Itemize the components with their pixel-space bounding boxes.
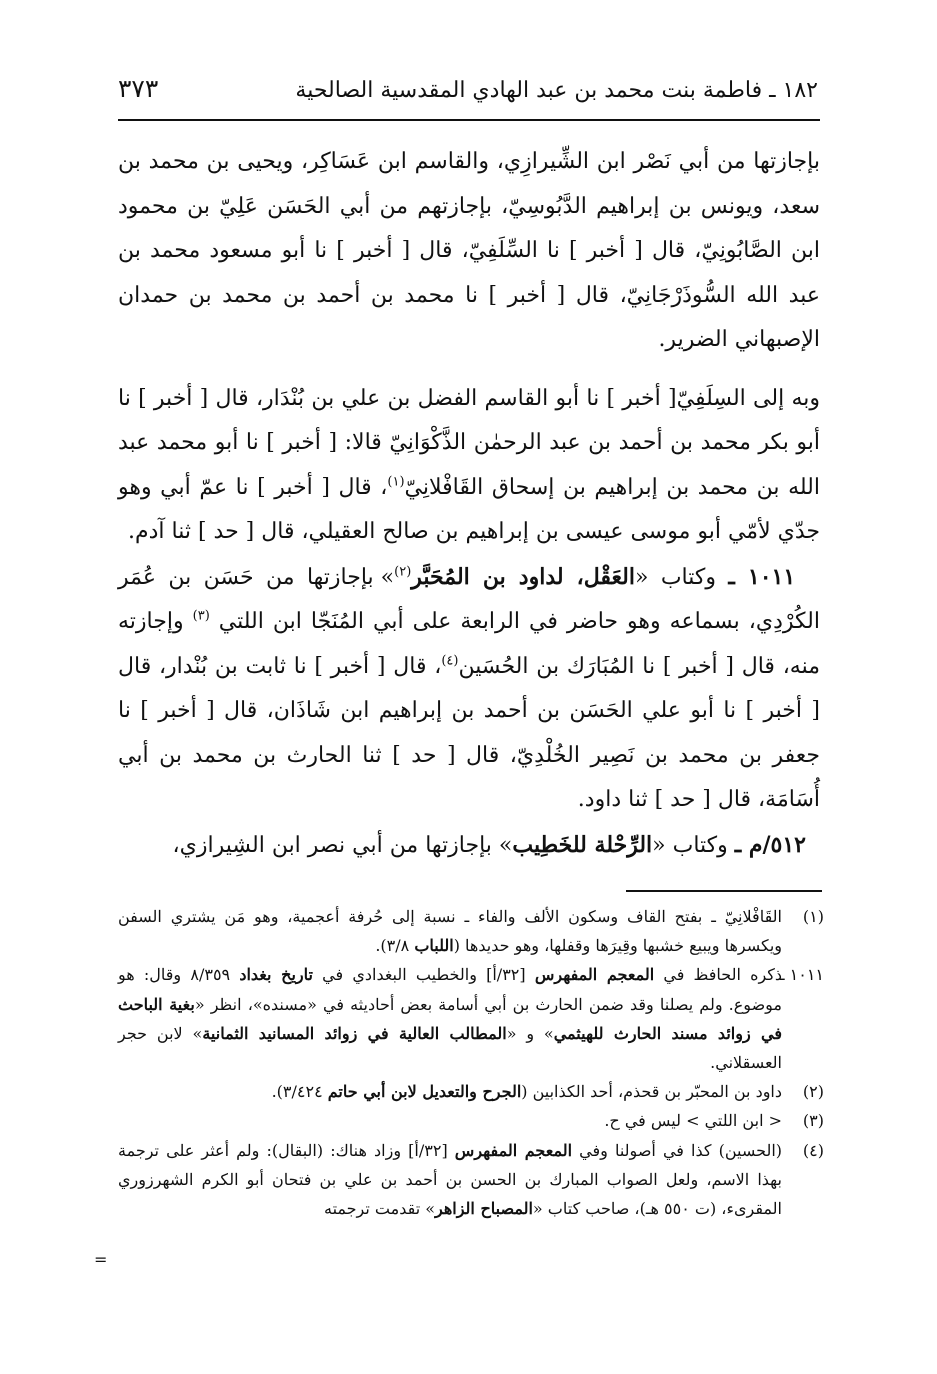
footnote-text: ٣/٨). xyxy=(375,936,415,956)
entry-number: ١٠١١ ـ xyxy=(728,563,796,590)
footnote-text: [٣٢/أ] والخطيب البغدادي في xyxy=(312,965,535,985)
footnote-text: (الحسين) كذا في أصولنا وفي xyxy=(572,1140,783,1160)
running-title: ١٨٢ ـ فاطمة بنت محمد بن عبد الهادي المقدسية الصالحية xyxy=(295,78,818,103)
paragraph-text: ، قال [ أخبر ] نا عمّ أبي وهو جدّي لأمّي أبو موسى عيسى بن إبراهيم بن صالح العقيلي، قال [ حد ] ثنا آدم. xyxy=(118,474,820,544)
footnote xyxy=(118,1077,824,1106)
entry-number: ٥١٢/م ـ xyxy=(734,831,806,858)
footnote-text: ذكره الحافظ في xyxy=(654,965,783,985)
footnote-text: القَافْلانِيّ ـ بفتح القاف وسكون الألف والفاء ـ نسبة إلى حُرفة أعجمية، وهو مَن يشتري السفن ويكسرها ويبيع خشبها وقِيرَها وقفلها، وهو حديدها ( xyxy=(118,907,782,956)
footnote-number: ١٠١١ ـ xyxy=(779,965,824,985)
footnote-text: » تقدمت ترجمته xyxy=(324,1199,436,1219)
footnote xyxy=(118,960,824,1077)
footnote-text: داود بن المحبّر بن قحذم، أحد الكذابين ( xyxy=(521,1082,782,1102)
source-title: اللباب xyxy=(414,936,454,956)
source-title: تاريخ بغداد xyxy=(239,965,313,985)
footnote-number: (٢) xyxy=(802,1082,824,1102)
source-title: المصباح الزاهر xyxy=(435,1199,533,1219)
header-rule xyxy=(118,119,820,121)
entry-text: » بإجازتها من أبي نصر ابن الشِيرازي، xyxy=(172,832,513,858)
book-title: الرِّحْلة للخَطِيب xyxy=(512,831,653,858)
footnote-text: [٣٢/أ] وزاد هناك: (البقال): ولم أعثر على ترجمة بهذا الاسم، ولعل الصواب المبارك بن الحسن بن أحمد بن علي بن فتحان أبو الكرم الشهرزوري المقرىء، (ت ٥٥٠ هـ)، صاحب كتاب « xyxy=(118,1140,783,1219)
footnote-ref: (٤) xyxy=(441,653,459,669)
entry-text: وكتاب « xyxy=(634,564,716,590)
entry-text: وكتاب « xyxy=(652,832,728,858)
footnote xyxy=(118,902,824,960)
footnote xyxy=(118,1106,824,1135)
page-number: ٣٧٣ xyxy=(118,74,159,103)
footnote-text: < ابن اللتي > ليس في ح. xyxy=(604,1111,782,1131)
footnote-ref: (٢) xyxy=(394,564,412,580)
footnote-text: ٨/٣٥٩ وقال: هو موضوع. ولم يصلنا وقد ضمن الحارث بن أبي أسامة بعض أحاديثه في «مسنده»، انظر « xyxy=(118,965,782,1014)
main-text xyxy=(118,140,820,868)
source-title: المعجم المفهرس xyxy=(534,965,655,985)
footnote-rule xyxy=(626,890,822,892)
footnote-number: (٤) xyxy=(802,1140,824,1160)
footnote-text: » لابن حجر العسقلاني. xyxy=(118,1023,782,1073)
footnote xyxy=(118,1136,824,1224)
running-header xyxy=(118,72,818,112)
footnote-number: (٣) xyxy=(802,1111,824,1131)
source-title: المطالب العالية في زوائد المسانيد الثمانية xyxy=(202,1023,507,1043)
source-title: بغية الباحث في زوائد مسند الحارث للهيثمي xyxy=(118,994,783,1043)
paragraph xyxy=(118,377,820,555)
footnote-ref: (١) xyxy=(387,474,405,490)
entry-1011 xyxy=(118,555,820,823)
entry-512m xyxy=(118,823,820,869)
footnote-text: » و « xyxy=(506,1023,554,1043)
paragraph-text: بإجازتها من أبي نَصْر ابن الشِّيرازِي، والقاسم ابن عَسَاكِر، ويحيى بن محمد بن سعد، ويونس بن إبراهيم الدَّبُوسِيّ، بإجازتهم من أبي الحَسَن عَلِيّ بن محمود ابن الصَّابُونِيّ، قال [ أخبر ] نا السِّلَفِيّ، قال [ أخبر ] نا أبو مسعود محمد بن عبد الله السُّوذَرْجَانِيّ، قال [ أخبر ] نا محمد بن أحمد بن محمد بن حمدان الإصبهاني الضرير. xyxy=(118,149,820,352)
footnote-number: (١) xyxy=(802,907,824,926)
entry-text: » بإجازتها من حَسَن بن عُمَر الكُرْدِي، بسماعه وهو حاضر في الرابعة على أبي المُنَجّا ابن اللتي xyxy=(118,564,820,634)
footnote-text: ٣/٤٢٤). xyxy=(271,1082,328,1102)
footnotes xyxy=(118,902,824,1223)
book-title: العَقْل، لداود بن المُحَبَّر xyxy=(411,563,635,590)
source-title: المعجم المفهرس xyxy=(454,1140,573,1160)
continuation-mark: = xyxy=(94,1250,108,1269)
entry-text: ، قال [ أخبر ] نا ثابت بن بُنْدار، قال [ أخبر ] نا أبو علي الحَسَن بن أحمد بن إبراهيم ابن شَاذَان، قال [ أخبر ] نا جعفر بن محمد بن نَصِير الخُلْدِيّ، قال [ حد ] ثنا الحارث بن محمد بن أبي أُسَامَة، قال [ حد ] ثنا داود. xyxy=(118,653,820,812)
source-title: الجرح والتعديل لابن أبي حاتم xyxy=(327,1082,522,1102)
entry-text: وإجازته منه، قال [ أخبر ] نا المُبَارَك بن الحُسَين xyxy=(118,609,821,679)
paragraph xyxy=(118,140,820,363)
paragraph-text: وبه إلى السِلَفِيّ[ أخبر ] نا أبو القاسم الفضل بن علي بن بُنْدَار، قال [ أخبر ] نا أبو بكر محمد بن أحمد بن عبد الرحمٰن الذَّكْوَانِيّ قالا: [ أخبر ] نا أبو محمد عبد الله بن محمد بن إبراهيم بن إسحاق القَافْلانِيّ xyxy=(118,385,820,500)
footnote-ref: (٣) xyxy=(192,608,210,624)
